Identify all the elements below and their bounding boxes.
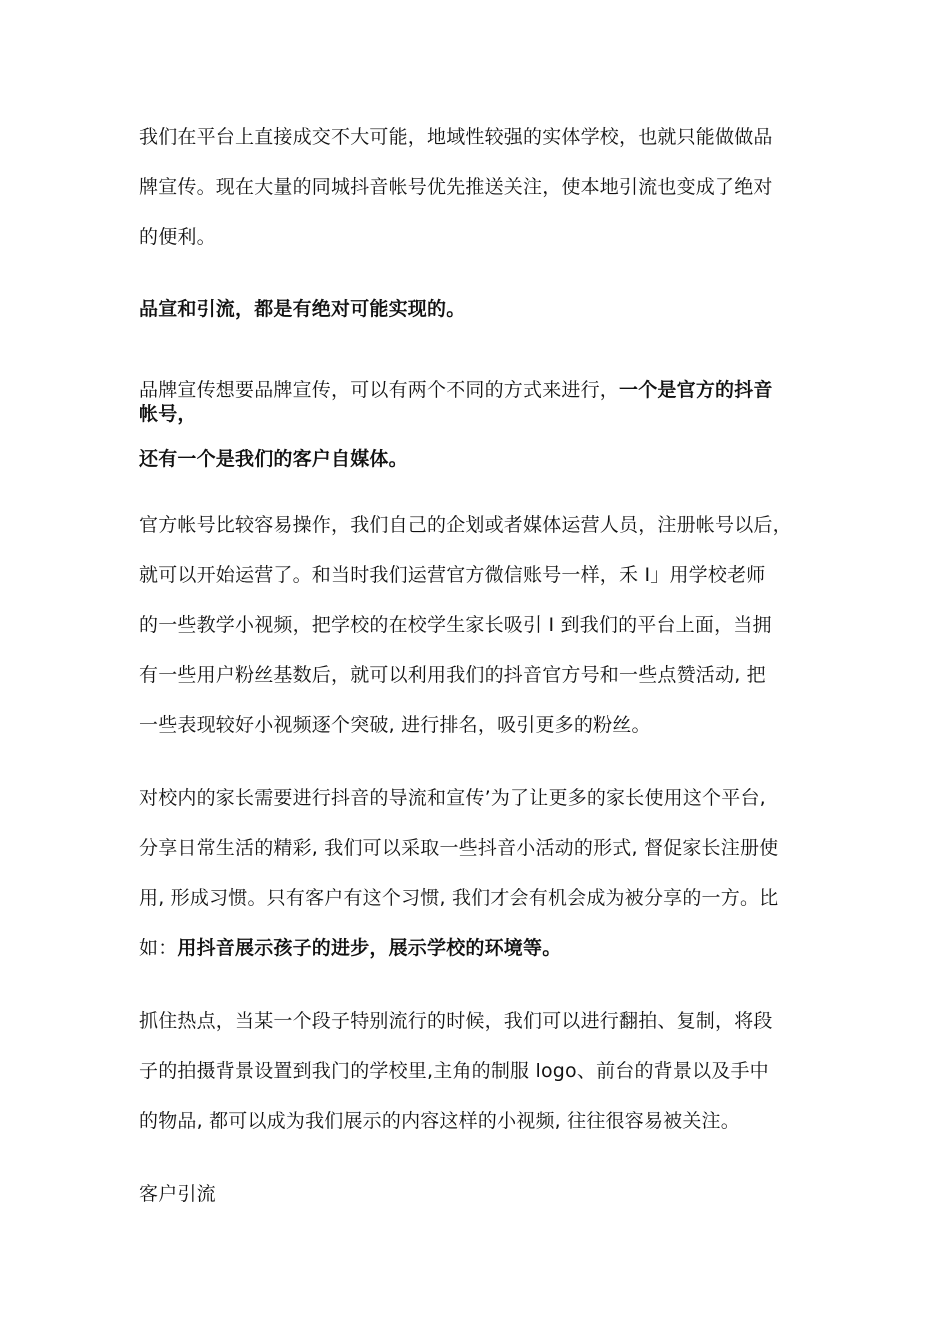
paragraph-customer-media: [139, 434, 819, 484]
text-line: 有一些用户粉丝基数后，就可以利用我们的抖音官方号和一些点赞活动, 把: [139, 664, 766, 686]
paragraph-parents-guidance: [139, 773, 819, 973]
text-line: 子的拍摄背景设置到我门的学校里,主角的制服 logo、前台的背景以及手中: [139, 1060, 769, 1082]
section-heading-customer-traffic: [139, 1169, 819, 1219]
text-line: 品宣和引流，都是有绝对可能实现的。: [139, 298, 466, 320]
text-line: 客户引流: [139, 1183, 216, 1205]
paragraph-two-methods: [139, 378, 819, 426]
text-line: 的物品, 都可以成为我们展示的内容这样的小视频, 往往很容易被关注。: [139, 1110, 740, 1132]
paragraph-trending-topics: [139, 996, 819, 1146]
text-line: [139, 378, 819, 402]
text-line: 的便利。: [139, 226, 216, 248]
text-line: 我们在平台上直接成交不大可能，地域性较强的实体学校，也就只能做做品: [139, 126, 773, 148]
text-bold: 用抖音展示孩子的进步，展示学校的环境等。: [177, 937, 562, 959]
paragraph-official-account: [139, 500, 819, 750]
text-line: 分享日常生活的精彩, 我们可以采取一些抖音小活动的形式, 督促家长注册使: [139, 837, 779, 859]
text-line: 帐号，: [139, 403, 197, 425]
text-line: 牌宣传。现在大量的同城抖音帐号优先推送关注，使本地引流也变成了绝对: [139, 176, 773, 198]
text-line: 就可以开始运营了。和当时我们运营官方微信账号一样，禾 I」用学校老师: [139, 564, 766, 586]
text-bold: 一个是官方的抖音: [619, 379, 773, 401]
paragraph-brand-and-traffic: [139, 297, 819, 321]
text-line: 对校内的家长需要进行抖音的导流和宣传’为了让更多的家长使用这个平台,: [139, 787, 766, 809]
text-normal: 如：: [139, 937, 178, 959]
text-line: 抓住热点，当某一个段子特别流行的时候，我们可以进行翻拍、复制，将段: [139, 1010, 773, 1032]
text-normal: 品牌宣传想要品牌宣传，可以有两个不同的方式来进行，: [139, 379, 620, 401]
text-line: 一些表现较好小视频逐个突破, 进行排名，吸引更多的粉丝。: [139, 714, 651, 736]
text-line: [139, 923, 819, 973]
text-line: 用, 形成习惯。只有客户有这个习惯, 我们才会有机会成为被分享的一方。比: [139, 887, 779, 909]
text-line: 还有一个是我们的客户自媒体。: [139, 448, 408, 470]
text-line: 的一些教学小视频，把学校的在校学生家长吸引 I 到我们的平台上面，当拥: [139, 614, 772, 636]
paragraph-local-promotion: [139, 112, 819, 262]
text-line: 官方帐号比较容易操作，我们自己的企划或者媒体运营人员，注册帐号以后，: [139, 514, 792, 536]
